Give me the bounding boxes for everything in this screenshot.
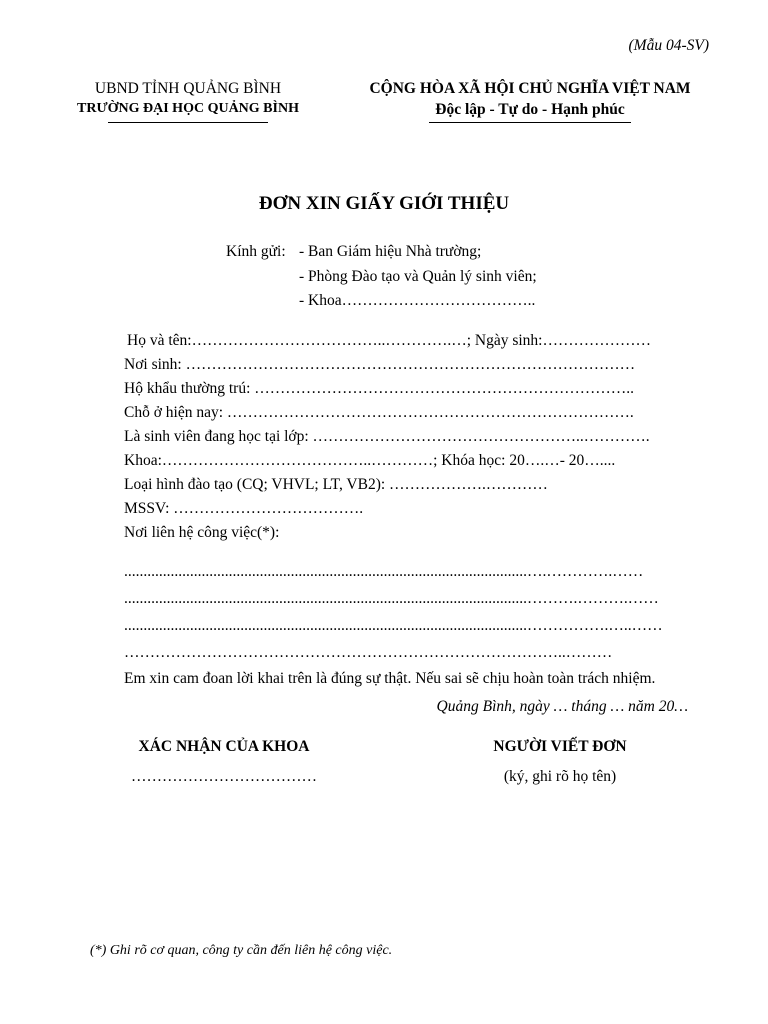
field-student-id: MSSV: ………………………………. (124, 500, 364, 517)
field-training-type: Loại hình đào tạo (CQ; VHVL; LT, VB2): ……………….………… (124, 476, 548, 493)
dotted-line: ........................................................................................................….………….…… (124, 563, 644, 580)
faculty-confirmation-title: XÁC NHẬN CỦA KHOA (138, 738, 310, 755)
field-permanent-address: Hộ khẩu thường trú: ……………………………………………………………….. (124, 380, 635, 397)
recipient-item: - Ban Giám hiệu Nhà trường; (299, 243, 482, 260)
field-full-name: Họ và tên:………………………………..………….…; Ngày sinh:………………… (127, 332, 651, 349)
work-contact-lines (124, 558, 692, 666)
university-name: TRƯỜNG ĐẠI HỌC QUẢNG BÌNH (77, 101, 299, 116)
place-and-date: Quảng Bình, ngày … tháng … năm 20… (436, 698, 688, 715)
national-motto-header (355, 78, 705, 123)
recipient-label: Kính gửi: (226, 243, 286, 260)
field-birthplace: Nơi sinh: …………………………………………………………………………… (124, 356, 636, 373)
field-class: Là sinh viên đang học tại lớp: ……………………………………………..…………. (124, 428, 650, 445)
province-committee: UBND TỈNH QUẢNG BÌNH (94, 80, 282, 97)
form-code: (Mẫu 04-SV) (628, 37, 709, 54)
national-motto: Độc lập - Tự do - Hạnh phúc (435, 101, 625, 118)
applicant-signature-note: (ký, ghi rõ họ tên) (503, 768, 617, 785)
motto-underline (429, 122, 631, 123)
dotted-line: …………………………………………………………………………..……… (124, 644, 613, 661)
header-underline (108, 122, 268, 123)
field-current-address: Chỗ ở hiện nay: ……………………………………………………………………. (124, 404, 634, 421)
dotted-line: ........................................................................................................……….……….…… (124, 590, 659, 607)
issuing-authority-header (69, 78, 307, 123)
recipient-block (226, 240, 537, 314)
document-title: ĐƠN XIN GIẤY GIỚI THIỆU (258, 193, 510, 214)
country-name: CỘNG HÒA XÃ HỘI CHỦ NGHĨA VIỆT NAM (369, 80, 691, 97)
footnote: (*) Ghi rõ cơ quan, công ty cần đến liên hệ công việc. (90, 943, 393, 958)
recipient-item: - Phòng Đào tạo và Quản lý sinh viên; (299, 267, 537, 285)
faculty-confirmation (124, 736, 324, 788)
applicant-signature (455, 736, 665, 788)
field-work-contact: Nơi liên hệ công việc(*): (124, 524, 280, 541)
applicant-signature-title: NGƯỜI VIẾT ĐƠN (493, 738, 627, 755)
field-faculty-course: Khoa:…………………………………..…………; Khóa học: 20….…- 20….... (124, 452, 616, 469)
dotted-line: ........................................................................................................…………….…..…… (124, 617, 663, 634)
pledge-statement: Em xin cam đoan lời khai trên là đúng sự thật. Nếu sai sẽ chịu hoàn toàn trách nhiệm. (124, 670, 656, 687)
faculty-signature-line: ……………………………… (131, 768, 317, 785)
recipient-item: - Khoa……………………………….. (299, 292, 536, 309)
applicant-fields (124, 329, 699, 545)
